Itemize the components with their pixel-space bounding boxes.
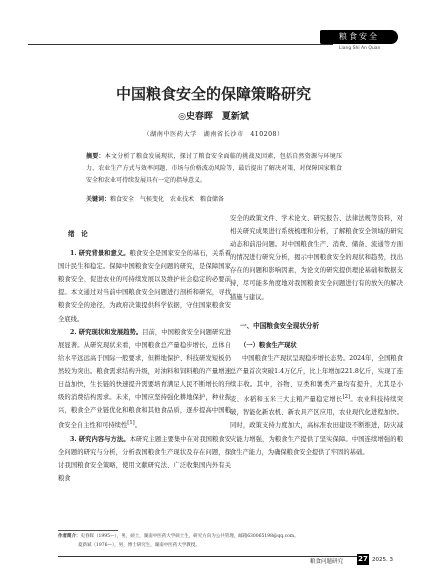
- footnote-line-1-text: 史春晖（1995—），男，硕士，湖南中医药大学硕士生，研究方向为公共管理，邮箱630065198@qq.com。: [80, 534, 299, 539]
- article-title: 中国粮食安全的保障策略研究: [115, 85, 311, 103]
- section-badge-label: 粮食安全: [339, 32, 379, 41]
- paragraph-background-text: 粮食安全是国家安全的基石，关系着国计民生和稳定。保障中国粮食安全问题的研究，是保障国家粮食安全、促进农业的可持续发展以及维护社会稳定的必要前提。本文通过对当前中国粮食安全问题进行剖析和研究，寻找粮食安全的途径，为政府决策提供科学依据，守住国家粮食安全底线。: [58, 250, 231, 323]
- paragraph-method-text: 本研究主题主要集中在对我国粮食安全问题的研究与分析，分析我国粮食生产现状及存在问题，探讨我国粮食安全策略，使用文献研究法、广泛收集国内外有关粮食: [58, 435, 231, 482]
- paragraph-method-head: 3. 研究内容与方法。: [70, 435, 130, 443]
- paragraph-continued: 安全的政策文件、学术论文、研究报告、法律法规等资料，对相关研究成果进行系统梳理和分析，了解粮食安全领域的研究动态和前沿问题。对中国粮食生产、消费、储备、流通等方面的情况进行研究分析，揭示中国粮食安全的现状和趋势，找出存在的问题和影响因素，为论文的研究提供理论基础和数据支持，尽可能多角度地对我国粮食安全问题进行有的放矢的解决措施与建议。: [230, 215, 403, 301]
- paragraph-method: [58, 433, 231, 485]
- section-heading-1: 一、中国粮食安全现状分析: [240, 321, 320, 330]
- paragraph-status: [58, 326, 231, 433]
- paragraph-production-tail: 。农业科技持续突破，智能化新农机、新农具产区应用，农业现代化进程加快。同时，政策支持力度加大，高标准农田建设不断推进，防灾减灾能力增强，为粮食生产提供了坚实保障。中国连续增强的粮食生产能力，为确保粮食安全提供了牢固的基础。: [230, 396, 404, 456]
- section-pinyin: Liang Shi An Quan: [339, 46, 381, 51]
- footnote-rule: [58, 530, 118, 531]
- article-authors: ◎史春晖 夏新斌: [178, 112, 249, 122]
- paragraph-production-text: 中国粮食生产现状呈现稳步增长态势。2024年，全国粮食总产量首次突破1.4万亿斤，比上年增加221.8亿斤，实现了连续丰收。其中，谷物、豆类和薯类产量均有提升，尤其是小麦、水稻和玉米三大主粮产量稳定增长: [230, 354, 403, 404]
- citation-ref-2: [2]: [342, 394, 351, 401]
- subsection-heading-1: （一）粮食生产现状: [240, 341, 297, 349]
- keywords: [86, 194, 342, 203]
- paragraph-background-head: 1. 研究背景和意义。: [70, 250, 130, 258]
- footnote-label: 作者简介：: [58, 534, 81, 539]
- paragraph-background: [58, 247, 231, 326]
- abstract-label: 摘要：: [86, 153, 105, 160]
- footer-issue: 2025. 3: [372, 557, 393, 563]
- page-number: 27: [358, 555, 368, 563]
- footer-journal: 粮食问题研究: [310, 559, 344, 565]
- paragraph-status-head: 2. 研究现状和发展趋势。: [70, 328, 143, 336]
- right-column: [230, 212, 403, 459]
- paragraph-production: [230, 352, 403, 459]
- footnote-line-2: 夏新斌（1976—），男，博士研究生，湖南中医药大学教授。: [78, 543, 200, 548]
- section-badge: [320, 30, 398, 44]
- author-footnote: [58, 532, 358, 550]
- left-column: [58, 212, 231, 485]
- citation-ref: [1]: [127, 420, 135, 427]
- author-affiliation: （湖南中医药大学 湖南省长沙市 410208）: [143, 131, 284, 138]
- keywords-label: 关键词：: [86, 196, 111, 203]
- paragraph-status-tail: 。: [134, 422, 141, 430]
- header-rule: [28, 44, 333, 45]
- keywords-text: 粮食安全 气候变化 农业技术 粮食储备: [110, 196, 225, 203]
- paragraph-status-text: 目前，中国粮食安全问题研究进展显著。从研究现状来看，中国粮食总产量稳步增长，总体自给水平远远高于国际一般要求，但耕地保护、科技研发短板仍然较为突出。粮食需求结构升级，对油料和饲料粮的产量增速日益加快，生长链的快速提升需要培育满足人民不断增长的升级的消费结构需求。未来，中国应坚持强化耕地保护，种业振兴，粮食全产业链优化和粮食和其他食品质，逐步提高中国粮食安全自主性和可持续性: [58, 328, 231, 430]
- abstract: [86, 151, 342, 186]
- intro-heading: 绪 论: [68, 230, 88, 238]
- footnote-line-1: [58, 532, 358, 541]
- abstract-text: 本文分析了粮食发展现状，探讨了粮食安全面临的挑战及因素，包括自然资源与环境压力、农业生产方式与效率问题、市场与价格波动风险等，最后提出了解决对策，对保障国家粮食安全和农业可持续发展具有一定的指导意义。: [86, 153, 342, 184]
